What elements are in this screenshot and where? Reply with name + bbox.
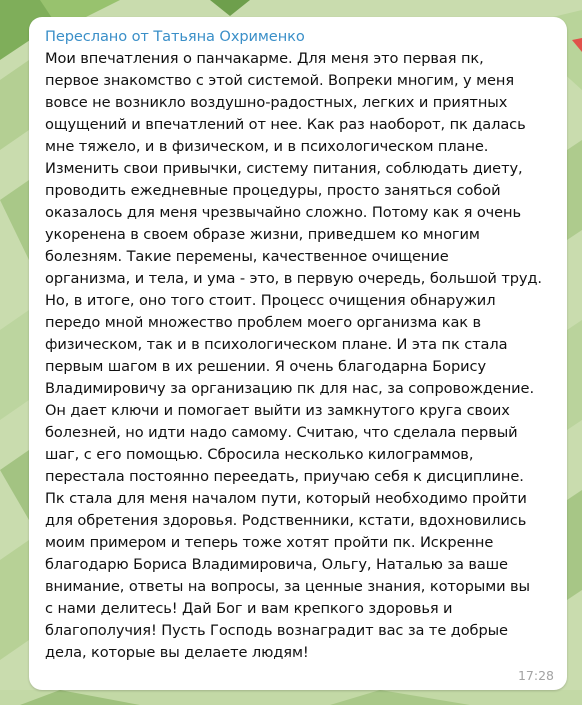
message-line: организма, и тела, и ума - это, в первую очередь, большой труд. [45,270,542,287]
message-line: внимание, ответы на вопросы, за ценные знания, которыми вы [45,578,530,595]
message-line: Изменить свои привычки, систему питания, соблюдать диету, [45,160,523,177]
message-line: Владимировичу за организацию пк для нас, за сопровождение. [45,380,534,397]
message-line: ощущений и впечатлений от нее. Как раз наоборот, пк далась [45,116,526,133]
message-line: передо мной множество проблем моего организма как в [45,314,482,331]
message-timestamp: 17:28 [517,668,554,683]
message-line: дела, которые вы делаете людям! [45,644,309,661]
message-line: болезней, но идти надо самому. Считаю, что сделала первый [45,424,518,441]
forwarded-from-label[interactable]: Переслано от Татьяна Охрименко [45,28,305,45]
message-line: мне тяжело, и в физическом, и в психологическом плане. [45,138,489,155]
message-line: шаг, с его помощью. Сбросила несколько килограммов, [45,446,474,463]
message-line: перестала постоянно переедать, приучаю себя к дисциплине. [45,468,524,485]
message-line: Он дает ключи и помогает выйти из замкнутого круга своих [45,402,510,419]
message-line: первым шагом в их решении. Я очень благодарна Борису [45,358,486,375]
message-line: Но, в итоге, оно того стоит. Процесс очищения обнаружил [45,292,496,309]
message-line: вовсе не возникло воздушно-радостных, легких и приятных [45,94,508,111]
forwarded-message-bubble[interactable] [29,17,567,690]
message-line: Пк стала для меня началом пути, который необходимо пройти [45,490,527,507]
message-line: Мои впечатления о панчакарме. Для меня это первая пк, [45,50,484,67]
message-line: первое знакомство с этой системой. Вопреки многим, у меня [45,72,515,89]
message-line: для обретения здоровья. Родственники, кстати, вдохновились [45,512,527,529]
message-line: благополучия! Пусть Господь вознаградит вас за те добрые [45,622,508,639]
message-line: болезням. Такие перемены, качественное очищение [45,248,449,265]
message-line: оказалось для меня чрезвычайно сложно. Потому как я очень [45,204,521,221]
message-text [45,48,553,664]
message-line: проводить ежедневные процедуры, просто заняться собой [45,182,501,199]
message-line: благодарю Бориса Владимировича, Ольгу, Наталью за ваше [45,556,508,573]
message-line: моим примером и теперь тоже хотят пройти пк. Искренне [45,534,494,551]
message-line: укоренена в своем образе жизни, приведшем ко многим [45,226,480,243]
message-line: с нами делитесь! Дай Бог и вам крепкого здоровья и [45,600,453,617]
message-line: физическом, так и в психологическом плане. И эта пк стала [45,336,508,353]
